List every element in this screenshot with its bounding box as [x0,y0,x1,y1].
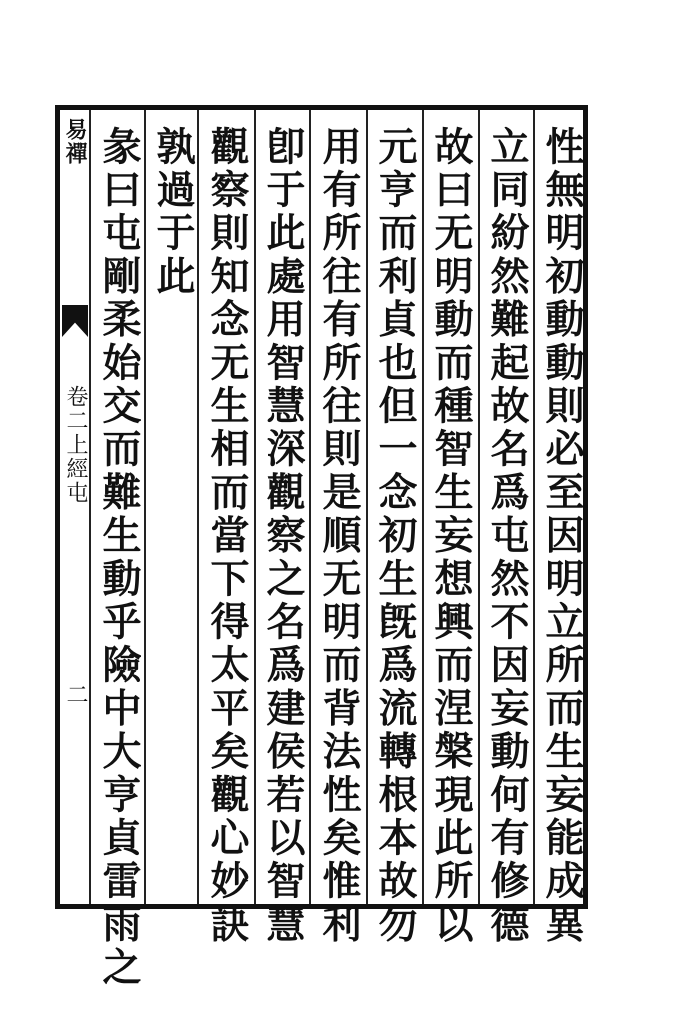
text-column-3: 故曰无明動而種智生妄想興而涅槃現此所以 [428,126,474,947]
text-column-4: 元亨而利貞也但一念初生旣爲流轉根本故勿 [372,126,418,947]
margin-page-number: 二 [63,683,88,707]
fishtail-mark [62,305,88,337]
text-column-6: 卽于此處用智慧深觀察之名爲建侯若以智慧 [260,126,306,947]
text-column-1: 性無明初動動則必至因明立所而生妄能成異 [539,126,585,947]
margin-chapter-label: 卷二上經屯 [63,385,88,505]
margin-book-title: 易禪 [62,118,88,166]
text-column-8: 孰過于此 [150,126,196,299]
text-column-5: 用有所往有所往則是順无明而背法性矣惟利 [316,126,362,947]
text-column-2: 立同紛然難起故名爲屯然不因妄動何有修德 [484,126,530,947]
text-column-7: 觀察則知念无生相而當下得太平矣觀心妙訣 [204,126,250,947]
frame-top-border [55,105,588,110]
text-column-9: 彖曰屯剛柔始交而難生動乎險中大亨貞雷雨之 [96,126,142,990]
